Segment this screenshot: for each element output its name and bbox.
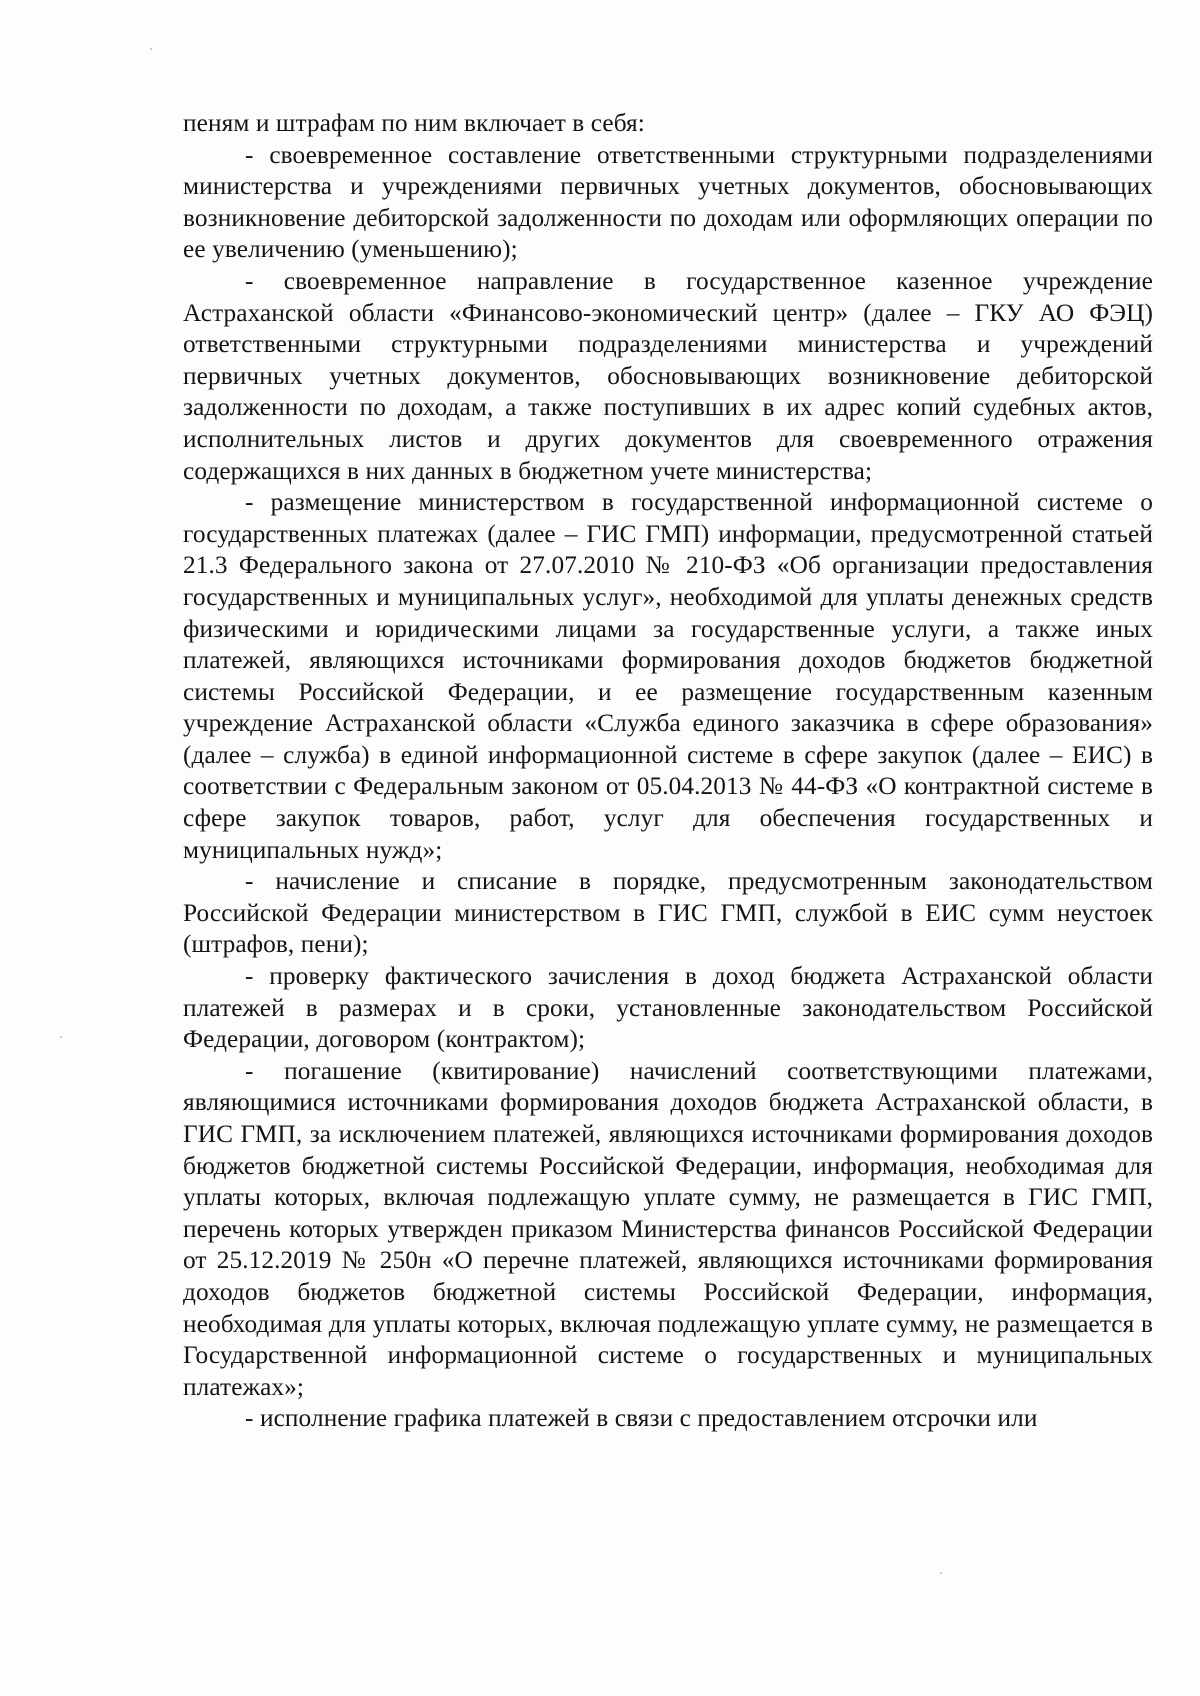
scan-speck [60,1036,62,1038]
document-body [183,108,1153,1435]
paragraph-item-7: - исполнение графика платежей в связи с предоставлением отсрочки или [245,1404,1038,1433]
scan-speck [150,48,152,50]
scan-speck [940,1572,942,1574]
paragraph-item-1: - своевременное составление ответственными структурными подразделениями министерства и учреждениями первичных учетных документов, обосновывающих возникновение дебиторской задолженности по доходам или оформляющих операции по ее увеличению (уменьшению); [183,140,1153,264]
paragraph-item-4: - начисление и списание в порядке, предусмотренным законодательством Российской Федерации министерством в ГИС ГМП, службой в ЕИС сумм неустоек (штрафов, пени); [183,867,1153,959]
paragraph-intro: пеням и штрафам по ним включает в себя: [183,109,645,137]
paragraph-item-6: - погашение (квитирование) начислений соответствующими платежами, являющимися источниками формирования доходов бюджета Астраханской области, в ГИС ГМП, за исключением платежей, являющихся источниками формирования доходов бюджетов бюджетной системы Российской Федерации, информация, необходимая для уплаты которых, включая подлежащую уплате сумму, не размещается в ГИС ГМП, перечень которых утвержден приказом Министерства финансов Российской Федерации от 25.12.2019 № 250н «О перечне платежей, являющихся источниками формирования доходов бюджетов бюджетной системы Российской Федерации, информация, необходимая для уплаты которых, включая подлежащую уплате сумму, не размещается в Государственной информационной системе о государственных и муниципальных платежах»; [183,1056,1153,1401]
paragraph-item-2: - своевременное направление в государственное казенное учреждение Астраханской области «Финансово-экономический центр» (далее – ГКУ АО ФЭЦ) ответственными структурными подразделениями министерства и учреждений первичных учетных документов, обосновывающих возникновение дебиторской задолженности по доходам, а также поступивших в их адрес копий судебных актов, исполнительных листов и других документов для своевременного отражения содержащихся в них данных в бюджетном учете министерства; [183,266,1153,485]
paragraph-item-5: - проверку фактического зачисления в доход бюджета Астраханской области платежей в размерах и в сроки, установленные законодательством Российской Федерации, договором (контрактом); [183,962,1153,1054]
paragraph-item-3: - размещение министерством в государственной информационной системе о государственных платежах (далее – ГИС ГМП) информации, предусмотренной статьей 21.3 Федерального закона от 27.07.2010 № 210-ФЗ «Об организации предоставления государственных и муниципальных услуг», необходимой для уплаты денежных средств физическими и юридическими лицами за государственные услуги, а также иных платежей, являющихся источниками формирования доходов бюджетов бюджетной системы Российской Федерации, и ее размещение государственным казенным учреждение Астраханской области «Служба единого заказчика в сфере образования» (далее – служба) в единой информационной системе в сфере закупок (далее – ЕИС) в соответствии с Федеральным законом от 05.04.2013 № 44-ФЗ «О контрактной системе в сфере закупок товаров, работ, услуг для обеспечения государственных и муниципальных нужд»; [183,488,1153,864]
